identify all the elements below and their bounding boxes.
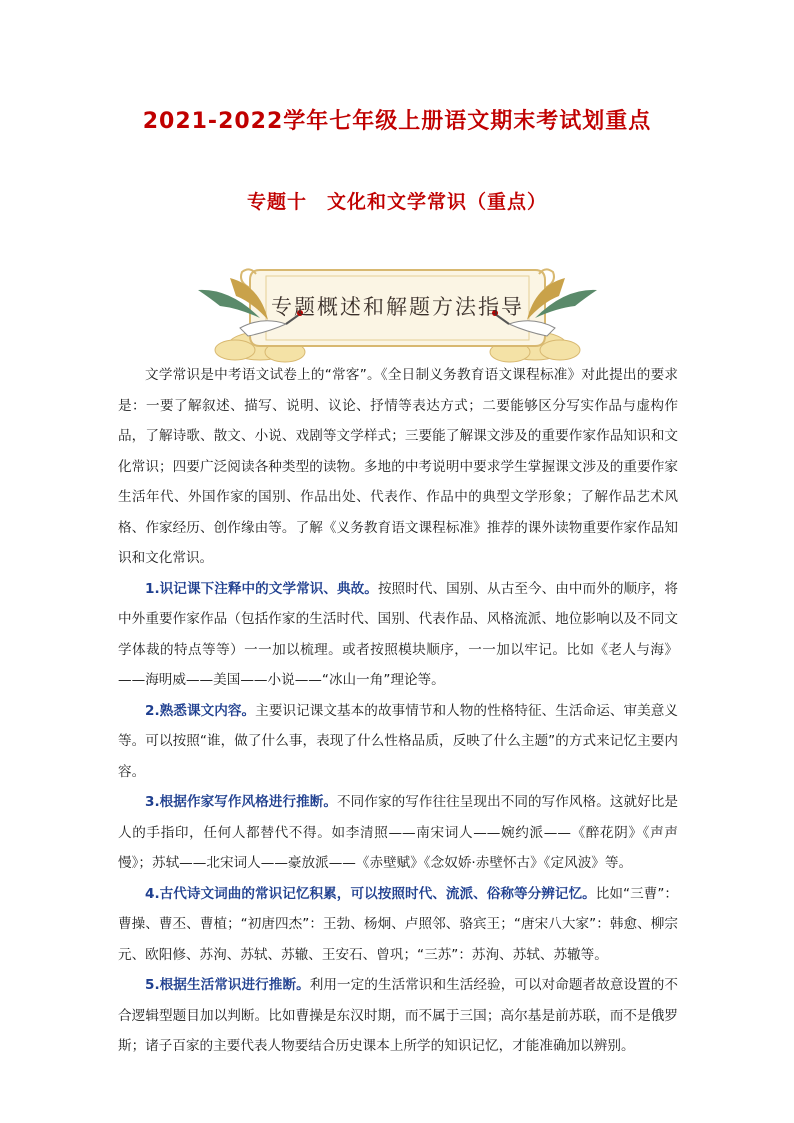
item-text: 比如“三曹”：曹操、曹丕、曹植；“初唐四杰”：王勃、杨炯、卢照邻、骆宾王；“唐宋八大家”：韩愈、柳宗元、欧阳修、苏洵、苏轼、苏辙、王安石、曾巩；“三苏”：苏洵、苏轼、苏辙等。 bbox=[118, 885, 678, 963]
document-title: 2021-2022学年七年级上册语文期末考试划重点 bbox=[142, 109, 652, 134]
item-heading: 4.古代诗文词曲的常识记忆积累，可以按照时代、流派、俗称等分辨记忆。 bbox=[145, 885, 596, 902]
list-item bbox=[118, 879, 678, 971]
intro-paragraph: 文学常识是中考语文试卷上的“常客”。《全日制义务教育语文课程标准》对此提出的要求是：一要了解叙述、描写、说明、议论、抒情等表达方式；二要能够区分写实作品与虚构作品，了解诗歌、散文、小说、戏剧等文学样式；三要能了解课文涉及的重要作家作品知识和文化常识；四要广泛阅读各种类型的读物。多地的中考说明中要求学生掌握课文涉及的重要作家生活年代、外国作家的国别、作品出处、代表作、作品中的典型文学形象；了解作品艺术风格、作家经历、创作缘由等。了解《义务教育语文课程标准》推荐的课外读物重要作家作品知识和文化常识。 bbox=[118, 367, 678, 566]
list-item bbox=[118, 787, 678, 879]
list-item bbox=[118, 696, 678, 788]
item-text: 主要识记课文基本的故事情节和人物的性格特征、生活命运、审美意义等。可以按照“谁，做了什么事，表现了什么性格品质，反映了什么主题”的方式来记忆主要内容。 bbox=[118, 702, 679, 780]
list-item bbox=[118, 970, 678, 1062]
list-item bbox=[118, 574, 678, 696]
content-body bbox=[118, 360, 678, 1062]
item-heading: 3.根据作家写作风格进行推断。 bbox=[145, 794, 338, 810]
item-text: 利用一定的生活常识和生活经验，可以对命题者故意设置的不合逻辑型题目加以判断。比如曹操是东汉时期，而不属于三国；高尔基是前苏联，而不是俄罗斯；诸子百家的主要代表人物要结合历史课本上所学的知识记忆，才能准确加以辨别。 bbox=[118, 977, 679, 1054]
item-text: 按照时代、国别、从古至今、由中而外的顺序，将中外重要作家作品（包括作家的生活时代、国别、代表作品、风格流派、地位影响以及不同文学体裁的特点等等）一一加以梳理。或者按照模块顺序，一一加以牢记。比如《老人与海》——海明威——美国——小说——“冰山一角”理论等。 bbox=[118, 580, 679, 688]
item-text: 不同作家的写作往往呈现出不同的写作风格。这就好比是人的手指印，任何人都替代不得。如李清照——南宋词人——婉约派——《醉花阴》《声声慢》；苏轼——北宋词人——豪放派——《赤壁赋》《念奴娇·赤壁怀古》《定风波》等。 bbox=[118, 794, 679, 871]
banner-title: 专题概述和解题方法指导 bbox=[271, 295, 524, 319]
section-banner bbox=[190, 258, 605, 370]
section-subtitle: 专题十 文化和文学常识（重点） bbox=[246, 191, 547, 213]
item-heading: 1.识记课下注释中的文学常识、典故。 bbox=[145, 580, 378, 597]
item-heading: 2.熟悉课文内容。 bbox=[145, 702, 256, 719]
item-heading: 5.根据生活常识进行推断。 bbox=[145, 977, 310, 993]
